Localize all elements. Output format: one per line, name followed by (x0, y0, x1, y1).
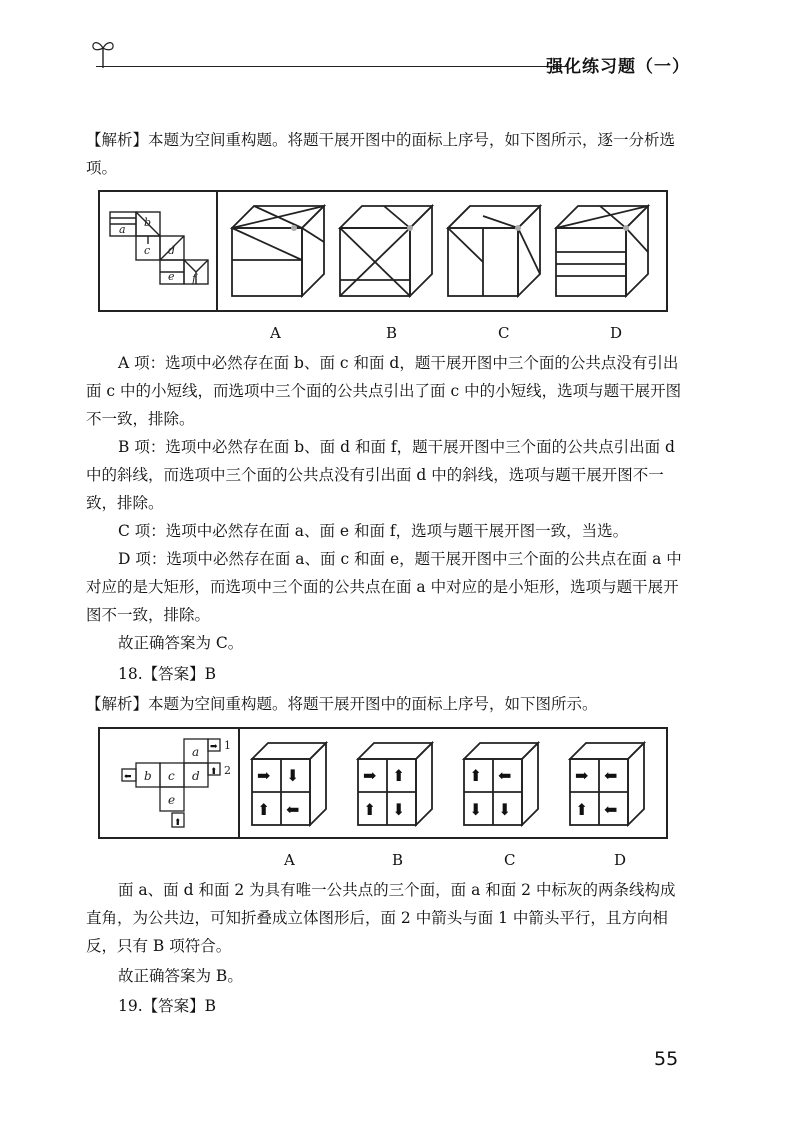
analysis-option-c: C 项：选项中必然存在面 a、面 e 和面 f，选项与题干展开图一致，当选。 (118, 522, 629, 540)
cube-option-d (556, 206, 648, 296)
svg-text:⬆: ⬆ (210, 767, 218, 777)
option-letter-b: B (392, 851, 404, 869)
figure-divider (216, 192, 218, 310)
cube-option-b (340, 206, 432, 296)
net-label-d: d (168, 244, 176, 257)
svg-text:⬅: ⬅ (498, 766, 512, 785)
marker-label-2: 2 (224, 764, 231, 777)
cube-options-q18 (246, 735, 660, 831)
svg-text:⬅: ⬅ (604, 766, 618, 785)
option-letter-d: D (610, 324, 623, 342)
svg-text:⬇: ⬇ (469, 800, 483, 819)
svg-text:➡: ➡ (575, 766, 589, 785)
conclusion-q18: 故正确答案为 B。 (118, 967, 243, 985)
svg-text:⬆: ⬆ (257, 800, 271, 819)
option-letter-d: D (614, 851, 627, 869)
net-label-c: c (168, 769, 175, 783)
analysis17-intro: 【解析】本题为空间重构题。将题干展开图中的面标上序号，如下图所示，逐一分析选项。 (86, 131, 676, 177)
net-diagram-q17 (106, 200, 214, 300)
svg-text:⬇: ⬇ (286, 766, 300, 785)
svg-text:⬆: ⬆ (575, 800, 589, 819)
svg-text:⬆: ⬆ (363, 800, 377, 819)
page-header (88, 28, 708, 78)
svg-text:⬅: ⬅ (604, 800, 618, 819)
page-number: 55 (654, 1048, 679, 1070)
answer-q18: 18.【答案】B (118, 665, 217, 683)
net-label-c: c (144, 244, 151, 257)
cube-options-q17 (224, 198, 660, 304)
header-title: 强化练习题（一） (546, 57, 690, 77)
svg-text:⬆: ⬆ (469, 766, 483, 785)
figure-q17 (98, 190, 668, 312)
svg-text:⬅: ⬅ (286, 800, 300, 819)
svg-text:⬆: ⬆ (392, 766, 406, 785)
net-label-d: d (192, 769, 200, 783)
net-label-a: a (192, 745, 200, 759)
svg-text:⬇: ⬇ (392, 800, 406, 819)
option-letter-a: A (284, 851, 295, 869)
svg-text:⬆: ⬆ (174, 818, 182, 828)
option-letter-c: C (498, 324, 510, 342)
option-letter-c: C (504, 851, 516, 869)
sprout-icon (90, 34, 116, 70)
net-label-b: b (144, 769, 152, 783)
cube-option-c (448, 206, 540, 296)
analysis-option-b: B 项：选项中必然存在面 b、面 d 和面 f，题干展开图中三个面的公共点引出面 d 中的斜线，而选项中三个面的公共点没有引出面 d 中的斜线，选项与题干展开图不一致，排除。 (86, 438, 675, 512)
marker-label-1: 1 (224, 739, 231, 752)
net-label-a: a (119, 223, 126, 236)
analysis-option-d: D 项：选项中必然存在面 a、面 c 和面 e，题干展开图中三个面的公共点在面 a 中对应的是大矩形，而选项中三个面的公共点在面 a 中对应的是小矩形，选项与题干展开图不一致，排除。 (86, 550, 682, 624)
figure-divider (238, 729, 240, 837)
net-label-e: e (168, 793, 176, 807)
answer-q19: 19.【答案】B (118, 997, 217, 1015)
net-label-f: f (192, 272, 197, 285)
option-letter-a: A (270, 324, 281, 342)
conclusion-q17: 故正确答案为 C。 (118, 634, 244, 652)
net-diagram-q18 (110, 733, 238, 833)
analysis-option-a: A 项：选项中必然存在面 b、面 c 和面 d，题干展开图中三个面的公共点没有引出面 c 中的小短线，而选项中三个面的公共点引出了面 c 中的小短线，选项与题干展开图不一致，排除。 (86, 354, 682, 428)
svg-text:⬅: ⬅ (124, 772, 132, 782)
analysis-intro-q18: 【解析】本题为空间重构题。将题干展开图中的面标上序号，如下图所示。 (86, 695, 598, 713)
net-label-b: b (144, 216, 152, 229)
option-letter-b: B (386, 324, 398, 342)
svg-text:➡: ➡ (257, 766, 271, 785)
explanation-q18: 面 a、面 d 和面 2 为具有唯一公共点的三个面，面 a 和面 2 中标灰的两条线构成直角，为公共边，可知折叠成立体图形后，面 2 中箭头与面 1 中箭头平行，且方向相反，只有 B 项符合。 (86, 881, 676, 955)
svg-text:➡: ➡ (363, 766, 377, 785)
svg-text:⬇: ⬇ (498, 800, 512, 819)
figure-q18 (98, 727, 668, 839)
cube-option-a (232, 206, 324, 296)
header-rule (96, 66, 568, 67)
net-label-e: e (168, 270, 175, 283)
svg-text:➡: ➡ (210, 742, 218, 752)
